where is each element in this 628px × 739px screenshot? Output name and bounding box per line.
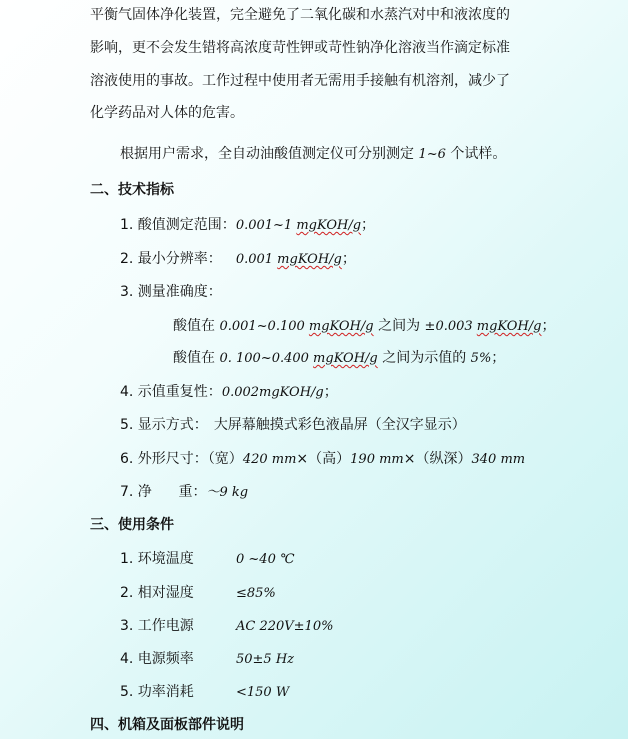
accuracy-range: 0.001~0.100 [219, 319, 309, 334]
spec-tail: ； [341, 251, 356, 267]
spec-label: 2. 最小分辨率： [120, 251, 222, 267]
spec-tail: ； [323, 384, 338, 400]
dim-sep-2: × [403, 451, 416, 467]
accuracy-value: 5% [470, 351, 492, 366]
spec-label: 7. 净 重： [120, 484, 207, 500]
condition-value: 0 ~40 ℃ [236, 552, 295, 567]
accuracy-mid: 之间为 [373, 318, 425, 334]
spec-value: 0.001~1 [235, 218, 297, 233]
condition-label: 4. 电源频率 [120, 651, 194, 667]
spec-value: ～9 kg [206, 485, 249, 500]
accuracy-pre: 酸值在 [173, 318, 220, 334]
spec-label: 6. 外形尺寸： [120, 451, 208, 467]
accuracy-line-2 [173, 348, 505, 369]
spec-unit: mgKOH/g [277, 252, 342, 267]
spec-value: 0.001 [235, 252, 278, 267]
accuracy-unit-2: mgKOH/g [476, 319, 542, 334]
condition-value: ≤85% [236, 586, 276, 601]
section-technical-specs-heading: 二、技术指标 [90, 182, 174, 198]
condition-label: 5. 功率消耗 [120, 684, 194, 700]
spec-text: 大屏幕触摸式彩色液晶屏（全汉字显示） [213, 417, 466, 433]
condition-item-humidity [120, 583, 276, 604]
dim-sep-1: × [296, 451, 309, 467]
spec-item-repeatability [120, 382, 338, 403]
condition-item-temperature [120, 549, 295, 570]
accuracy-range: 0. 100~0.400 [219, 351, 314, 366]
condition-value: 50±5 Hz [236, 652, 295, 667]
accuracy-line-1 [173, 316, 556, 337]
sample-text-before: 根据用户需求，全自动油酸值测定仪可分别测定 [120, 146, 419, 162]
dim-width-label: （宽） [207, 451, 243, 467]
condition-label: 3. 工作电源 [120, 618, 194, 634]
accuracy-mid: 之间为示值的 [377, 350, 471, 366]
accuracy-tail: ； [491, 350, 506, 366]
dim-height-label: （高） [308, 451, 351, 467]
accuracy-pre: 酸值在 [173, 350, 220, 366]
sample-text-after: 个试样。 [445, 146, 507, 162]
dim-depth-label: （纵深） [415, 451, 472, 467]
spec-item-weight [120, 482, 248, 503]
spec-label: 1. 酸值测定范围： [120, 217, 236, 233]
intro-line-1: 平衡气固体净化装置，完全避免了二氧化碳和水蒸汽对中和液浓度的 [90, 7, 510, 23]
accuracy-unit: mgKOH/g [308, 319, 374, 334]
spec-unit: mgKOH/g [296, 218, 362, 233]
condition-label: 2. 相对湿度 [120, 585, 194, 601]
spec-item-accuracy: 3. 测量准确度： [120, 284, 222, 300]
accuracy-tail: ； [541, 318, 556, 334]
condition-value: <150 W [236, 685, 290, 700]
dim-width: 420 mm [242, 452, 297, 467]
intro-line-4: 化学药品对人体的危害。 [90, 105, 244, 121]
spec-item-display [120, 415, 466, 435]
condition-item-frequency [120, 649, 294, 670]
condition-label: 1. 环境温度 [120, 551, 194, 567]
dim-height: 190 mm [350, 452, 404, 467]
intro-line-5 [120, 144, 506, 165]
condition-value: AC 220V±10% [236, 619, 334, 634]
accuracy-unit: mgKOH/g [313, 351, 378, 366]
intro-line-3: 溶液使用的事故。工作过程中使用者无需用手接触有机溶剂，减少了 [90, 73, 510, 89]
spec-item-range [120, 215, 375, 236]
dim-depth: 340 mm [471, 452, 526, 467]
spec-label: 5. 显示方式： [120, 417, 208, 433]
spec-item-dimensions [120, 449, 525, 470]
sample-range: 1~6 [418, 147, 446, 162]
section-panel-description-heading: 四、机箱及面板部件说明 [90, 717, 244, 733]
spec-item-resolution [120, 249, 356, 270]
spec-value: 0.002mgKOH/g [221, 385, 324, 400]
spec-label: 4. 示值重复性： [120, 384, 222, 400]
spec-tail: ； [361, 217, 376, 233]
condition-item-power-consumption [120, 682, 289, 703]
section-usage-conditions-heading: 三、使用条件 [90, 517, 174, 533]
accuracy-value: ±0.003 [424, 319, 477, 334]
intro-line-2: 影响，更不会发生错将高浓度苛性钾或苛性钠净化溶液当作滴定标准 [90, 40, 510, 56]
condition-item-power-supply [120, 616, 333, 637]
